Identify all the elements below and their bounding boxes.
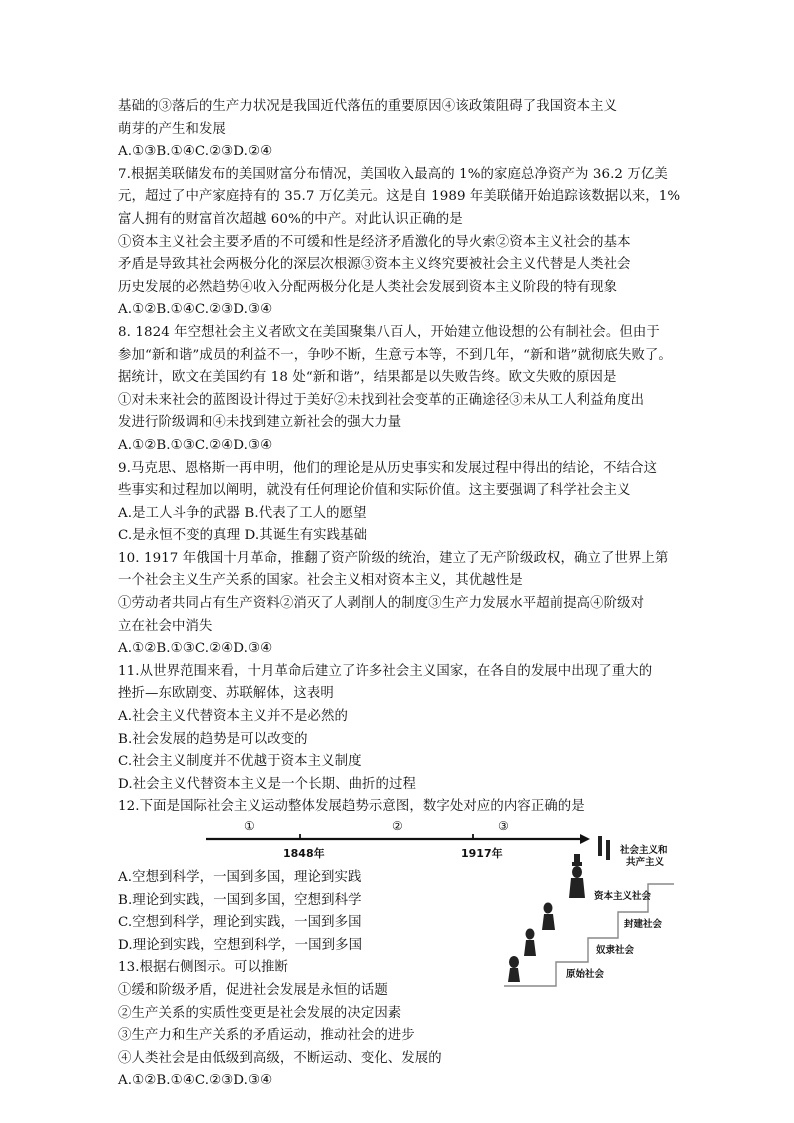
text-line: 参加“新和谐”成员的利益不一，争吵不断，生意亏本等，不到几年，“新和谐”就彻底失败了。 [118, 347, 672, 363]
timeline-marker-2: ② [392, 819, 403, 833]
answer-option-b: B.社会发展的趋势是可以改变的 [118, 731, 308, 747]
answer-options: C.是永恒不变的真理 D.其诞生有实践基础 [118, 528, 368, 544]
answer-options: A.是工人斗争的武器 B.代表了工人的愿望 [118, 505, 367, 521]
text-line: ①劳动者共同占有生产资料②消灭了人剥削人的制度③生产力发展水平超前提高④阶级对 [118, 596, 645, 612]
answer-options: A.①②B.①④C.②③D.③④ [118, 302, 273, 318]
answer-options: A.①②B.①④C.②③D.③④ [118, 1073, 273, 1089]
figure-feudal-body-icon [542, 914, 555, 930]
text-line: ③生产力和生产关系的矛盾运动，推动社会的进步 [118, 1028, 415, 1044]
answer-option-b: B.理论到实践，一国到多国，空想到科学 [118, 892, 362, 908]
timeline-year-1917: 1917年 [461, 847, 503, 860]
question-8: 8. 1824 年空想社会主义者欧文在美国聚集八百人，开始建立他设想的公有制社会。但由于 [118, 324, 660, 340]
answer-option-a: A.社会主义代替资本主义并不是必然的 [118, 709, 348, 725]
question-12: 12.下面是国际社会主义运动整体发展趋势示意图，数字处对应的内容正确的是 [118, 799, 585, 815]
text-line: 些事实和过程加以阐明，就没有任何理论价值和实际价值。这主要强调了科学社会主义 [118, 483, 631, 499]
answer-options: A.①②B.①③C.②④D.③④ [118, 641, 273, 657]
figure-feudal-icon [544, 903, 553, 914]
figure-capitalist-body-icon [569, 878, 585, 898]
text-line: 富人拥有的财富首次超越 60%的中产。对此认识正确的是 [118, 211, 463, 227]
stair-label-slave: 奴隶社会 [596, 945, 635, 956]
text-line: ①缓和阶级矛盾，促进社会发展是永恒的话题 [118, 982, 388, 998]
stair-label-primitive: 原始社会 [566, 969, 605, 980]
stair-label-socialist: 社会主义和 [620, 845, 668, 856]
figure-primitive-body-icon [508, 968, 520, 982]
figure-icons [508, 836, 610, 982]
stair-label-feudal: 封建社会 [624, 919, 663, 930]
figure-slave-icon [526, 929, 535, 940]
question-10: 10. 1917 年俄国十月革命，推翻了资产阶级的统治，建立了无产阶级政权，确立了世界上第 [118, 550, 669, 566]
figure-primitive-icon [509, 956, 519, 968]
figure-worker-icon [606, 840, 610, 860]
text-line: 挫折—东欧剧变、苏联解体，这表明 [118, 686, 334, 702]
top-hat-crown-icon [574, 854, 580, 862]
text-line: 一个社会主义生产关系的国家。社会主义相对资本主义，其优越性是 [118, 573, 523, 589]
text-line: 历史发展的必然趋势④收入分配两极分化是人类社会发展到资本主义阶段的特有现象 [118, 279, 618, 295]
text-line: ①对未来社会的蓝图设计得过于美好②未找到社会变革的正确途径③未从工人利益角度出 [118, 392, 645, 408]
answer-option-a: A.空想到科学，一国到多国，理论到实践 [118, 870, 362, 885]
text-line: 据统计，欧文在美国约有 18 处“新和谐”，结果都是以失败告终。欧文失败的原因是 [118, 370, 617, 386]
answer-option-d: D.理论到实践，空想到科学，一国到多国 [118, 937, 363, 953]
question-11: 11.从世界范围来看，十月革命后建立了许多社会主义国家，在各自的发展中出现了重大的 [118, 663, 653, 679]
figure-slave-body-icon [524, 940, 536, 956]
text-line: 元，超过了中产家庭持有的 35.7 万亿美元。这是自 1989 年美联储开始追踪该数据以来，1% [118, 189, 681, 205]
answer-options: A.①③B.①④C.②③D.②④ [118, 144, 273, 160]
stair-label-capitalist: 资本主义社会 [594, 891, 652, 902]
stair-label-communist: 共产主义 [626, 857, 665, 868]
text-line: 发进行阶级调和④未找到建立新社会的强大力量 [118, 415, 402, 431]
text-line: 萌芽的产生和发展 [118, 121, 226, 137]
question-13: 13.根据右侧图示。可以推断 [118, 960, 288, 976]
society-stairs-figure [496, 826, 682, 994]
figure-worker-icon [598, 836, 602, 856]
text-line: 矛盾是导致其社会两极分化的深层次根源③资本主义终究要被社会主义代替是人类社会 [118, 257, 631, 273]
text-line: 立在社会中消失 [118, 618, 213, 634]
figure-capitalist-icon [572, 866, 582, 878]
answer-option-d: D.社会主义代替资本主义是一个长期、曲折的过程 [118, 776, 417, 792]
question-7: 7.根据美联储发布的美国财富分布情况，美国收入最高的 1%的家庭总净资产为 36.2 万亿美 [118, 166, 668, 182]
question-9: 9.马克思、恩格斯一再申明，他们的理论是从历史事实和发展过程中得出的结论，不结合这 [118, 460, 658, 476]
text-line: 基础的③落后的生产力状况是我国近代落伍的重要原因④该政策阻碍了我国资本主义 [118, 99, 618, 114]
text-line: ④人类社会是由低级到高级，不断运动、变化、发展的 [118, 1050, 442, 1066]
timeline-marker-3: ③ [498, 819, 509, 833]
top-hat-icon [572, 862, 582, 866]
text-line: ①资本主义社会主要矛盾的不可缓和性是经济矛盾激化的导火索②资本主义社会的基本 [118, 234, 631, 250]
text-line: ②生产关系的实质性变更是社会发展的决定因素 [118, 1005, 402, 1021]
answer-option-c: C.空想到科学，理论到实践，一国到多国 [118, 915, 362, 931]
answer-options: A.①②B.①③C.②④D.③④ [118, 437, 273, 453]
timeline-marker-1: ① [244, 819, 255, 833]
timeline-year-1848: 1848年 [283, 847, 325, 860]
answer-option-c: C.社会主义制度并不优越于资本主义制度 [118, 754, 362, 770]
